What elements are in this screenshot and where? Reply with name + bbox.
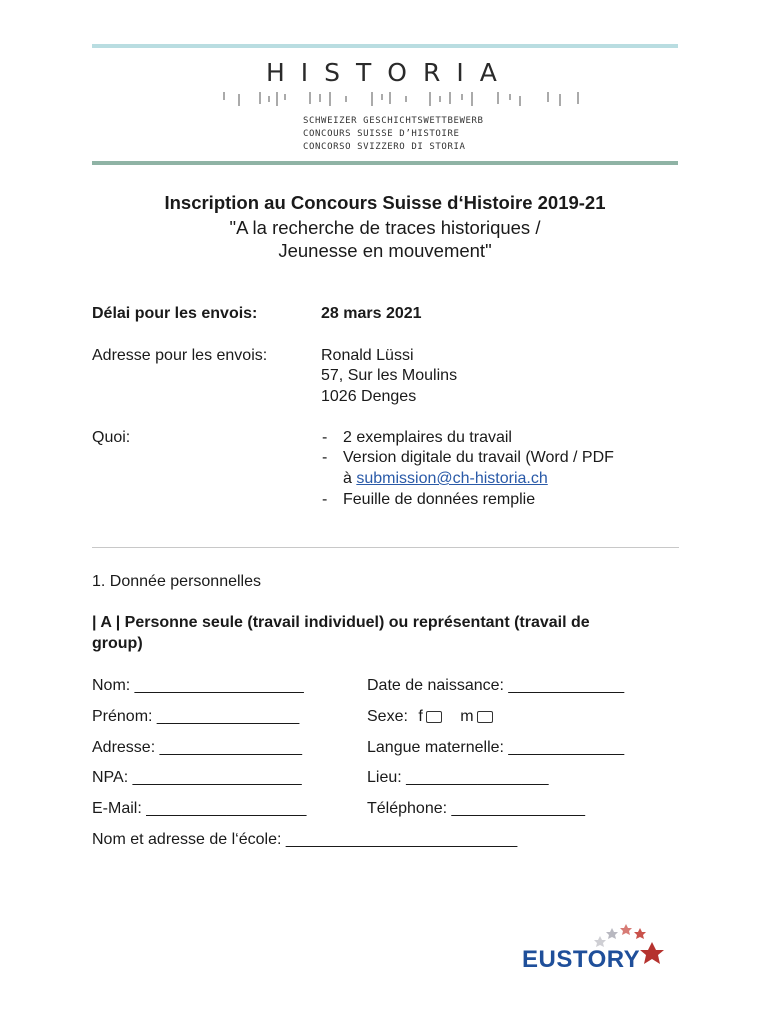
field-ecole[interactable]: Nom et adresse de l‘école: __________________________ xyxy=(92,831,518,848)
historia-logo-ticks xyxy=(222,90,582,108)
historia-logo-title: HISTORIA xyxy=(266,58,513,87)
list-dash: - xyxy=(322,491,328,508)
document-title: Inscription au Concours Suisse d‘Histoire 2019-21 xyxy=(164,192,606,213)
deadline-value: 28 mars 2021 xyxy=(321,305,422,322)
email-prefix: à xyxy=(343,470,357,487)
section-title: 1. Donnée personnelles xyxy=(92,573,262,590)
historia-subtitle-it: CONCORSO SVIZZERO DI STORIA xyxy=(303,142,466,152)
list-item-copies: 2 exemplaires du travail xyxy=(343,429,512,446)
field-adresse[interactable]: Adresse: ________________ xyxy=(92,739,302,756)
section-divider xyxy=(92,547,679,548)
header-rule-top xyxy=(92,44,678,48)
address-line-3: 1026 Denges xyxy=(321,388,417,405)
field-npa[interactable]: NPA: ___________________ xyxy=(92,769,302,786)
deadline-label: Délai pour les envois: xyxy=(92,305,258,322)
historia-subtitle-fr: CONCOURS SUISSE D’HISTOIRE xyxy=(303,129,460,139)
address-label: Adresse pour les envois: xyxy=(92,347,268,364)
sexe-m-label: m xyxy=(460,708,474,725)
sexe-f-label: f xyxy=(418,708,423,725)
field-date-naissance[interactable]: Date de naissance: _____________ xyxy=(367,677,625,694)
eustory-logo-text: EUSTORY xyxy=(522,946,641,973)
list-dash: - xyxy=(322,449,328,466)
field-lieu[interactable]: Lieu: ________________ xyxy=(367,769,549,786)
list-item-digital: Version digitale du travail (Word / PDF xyxy=(343,449,614,466)
field-nom[interactable]: Nom: ___________________ xyxy=(92,677,304,694)
field-sexe xyxy=(367,707,493,727)
sexe-m-checkbox[interactable] xyxy=(477,711,493,723)
submission-email-link[interactable]: submission@ch-historia.ch xyxy=(356,470,548,487)
field-telephone[interactable]: Téléphone: _______________ xyxy=(367,800,585,817)
list-dash: - xyxy=(322,429,328,446)
address-line-2: 57, Sur les Moulins xyxy=(321,367,458,384)
field-prenom[interactable]: Prénom: ________________ xyxy=(92,708,300,725)
section-subtitle-line2: group) xyxy=(92,635,143,652)
sexe-label: Sexe: xyxy=(367,708,408,725)
sexe-f-checkbox[interactable] xyxy=(426,711,442,723)
field-langue[interactable]: Langue maternelle: _____________ xyxy=(367,739,625,756)
header-rule-bottom xyxy=(92,161,678,165)
field-email[interactable]: E-Mail: __________________ xyxy=(92,800,307,817)
list-item-datasheet: Feuille de données remplie xyxy=(343,491,536,508)
document-subtitle-line2: Jeunesse en mouvement" xyxy=(278,240,492,261)
what-label: Quoi: xyxy=(92,429,131,446)
list-item-digital-email xyxy=(343,469,548,489)
historia-subtitle-de: SCHWEIZER GESCHICHTSWETTBEWERB xyxy=(303,116,484,126)
address-line-1: Ronald Lüssi xyxy=(321,347,414,364)
document-subtitle-line1: "A la recherche de traces historiques / xyxy=(229,217,541,238)
section-subtitle-line1: | A | Personne seule (travail individuel) ou représentant (travail de xyxy=(92,614,590,631)
